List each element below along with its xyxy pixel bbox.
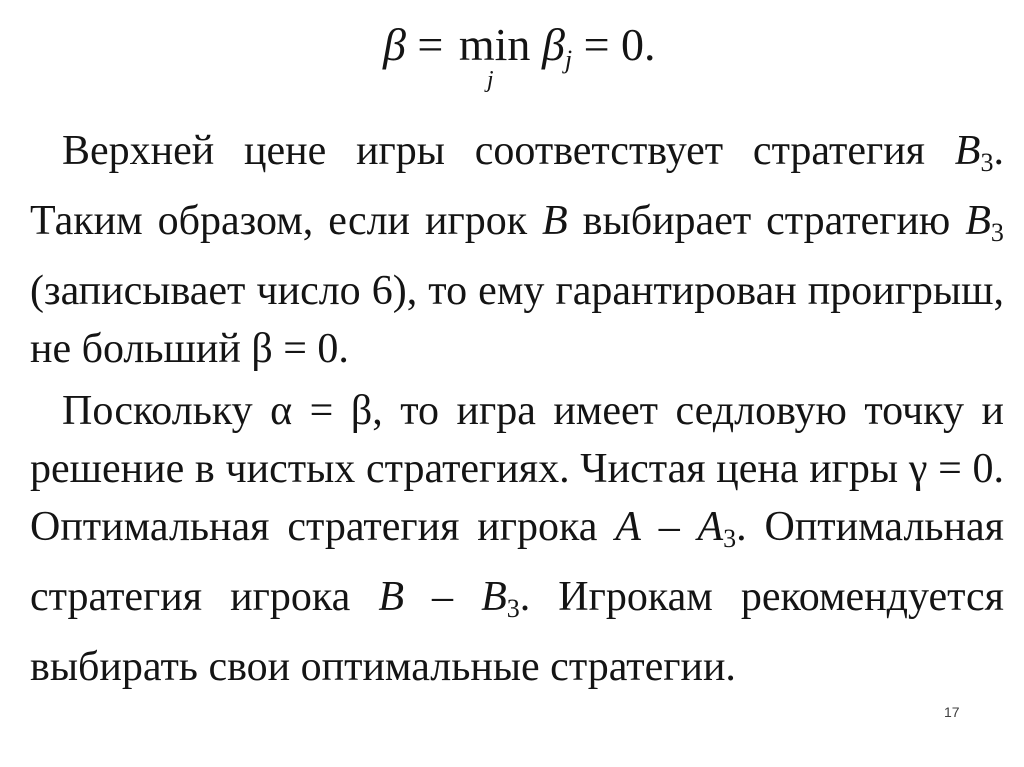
formula-beta: β xyxy=(383,19,406,70)
word: Оптимальная xyxy=(30,504,270,550)
word: 6), xyxy=(371,268,418,314)
word: имеет xyxy=(553,388,659,434)
word: игрока xyxy=(230,574,351,620)
word: – xyxy=(658,504,680,550)
word: в xyxy=(194,446,215,492)
formula-min xyxy=(458,19,531,93)
formula-beta-min xyxy=(383,19,656,93)
math-beta: β, xyxy=(350,388,383,434)
formula-min-word: min xyxy=(458,19,531,70)
word: точку xyxy=(864,388,964,434)
word: стратегия xyxy=(30,574,203,620)
p1-line-4 xyxy=(30,320,1004,378)
formula-beta-j: β xyxy=(541,19,565,70)
formula-min-subscript: j xyxy=(486,67,494,93)
word: рекомендуется xyxy=(740,574,1004,620)
word: Верхней xyxy=(62,128,215,174)
line-text: выбирать свои оптимальные стратегии. xyxy=(30,644,736,690)
word: число xyxy=(256,268,361,314)
math-gamma: γ xyxy=(908,446,928,492)
formula-result: 0. xyxy=(621,19,656,70)
math-b: B xyxy=(542,198,568,244)
word: стратегию xyxy=(766,198,951,244)
word: то xyxy=(400,388,439,434)
p1-line-3 xyxy=(30,262,1004,320)
word: Оптимальная xyxy=(764,504,1004,550)
math-b: B xyxy=(378,574,404,620)
p2-line-4 xyxy=(30,568,1004,638)
word: игра xyxy=(456,388,536,434)
math-b3: B3 xyxy=(965,198,1004,247)
formula-equals-2: = xyxy=(583,19,610,70)
math-b3: B3. xyxy=(954,128,1004,177)
math-a3: A3. xyxy=(697,504,747,553)
word: ему xyxy=(478,268,545,314)
p2-line-2 xyxy=(30,440,1004,498)
word: Поскольку xyxy=(62,388,253,434)
math-b3: B3. xyxy=(481,574,531,623)
word: стратегия xyxy=(287,504,460,550)
word: (записывает xyxy=(30,268,246,314)
formula-equals: = xyxy=(417,19,444,70)
word: 0. xyxy=(972,446,1004,492)
math-a: A xyxy=(615,504,641,550)
word: стратегия xyxy=(752,128,926,174)
word: стратегиях. xyxy=(366,446,570,492)
word: цена xyxy=(716,446,799,492)
p2-line-3 xyxy=(30,498,1004,568)
word: образом, xyxy=(157,198,314,244)
page-number: 17 xyxy=(944,704,960,720)
line-text: не больший β = 0. xyxy=(30,326,349,372)
p1-line-2 xyxy=(30,192,1004,262)
math-alpha: α xyxy=(270,388,293,434)
formula-beta-j-subscript: j xyxy=(564,45,573,74)
word: = xyxy=(309,388,334,434)
word: гарантирован xyxy=(555,268,797,314)
word: Таким xyxy=(30,198,143,244)
word: соответствует xyxy=(474,128,724,174)
slide-body xyxy=(30,122,1004,696)
word: – xyxy=(432,574,454,620)
word: Игрокам xyxy=(558,574,713,620)
p1-line-1 xyxy=(30,122,1004,192)
word: игрок xyxy=(424,198,528,244)
word: = xyxy=(938,446,962,492)
word: Чистая xyxy=(580,446,706,492)
word: решение xyxy=(30,446,185,492)
p2-line-1 xyxy=(30,382,1004,440)
word: и xyxy=(981,388,1004,434)
word: то xyxy=(428,268,468,314)
word: цене xyxy=(244,128,327,174)
word: выбирает xyxy=(582,198,752,244)
word: проигрыш, xyxy=(807,268,1004,314)
p2-line-5 xyxy=(30,638,1004,696)
word: игрока xyxy=(477,504,598,550)
word: игры xyxy=(356,128,445,174)
word: седловую xyxy=(675,388,847,434)
word: если xyxy=(328,198,411,244)
word: игры xyxy=(809,446,899,492)
word: чистых xyxy=(225,446,356,492)
